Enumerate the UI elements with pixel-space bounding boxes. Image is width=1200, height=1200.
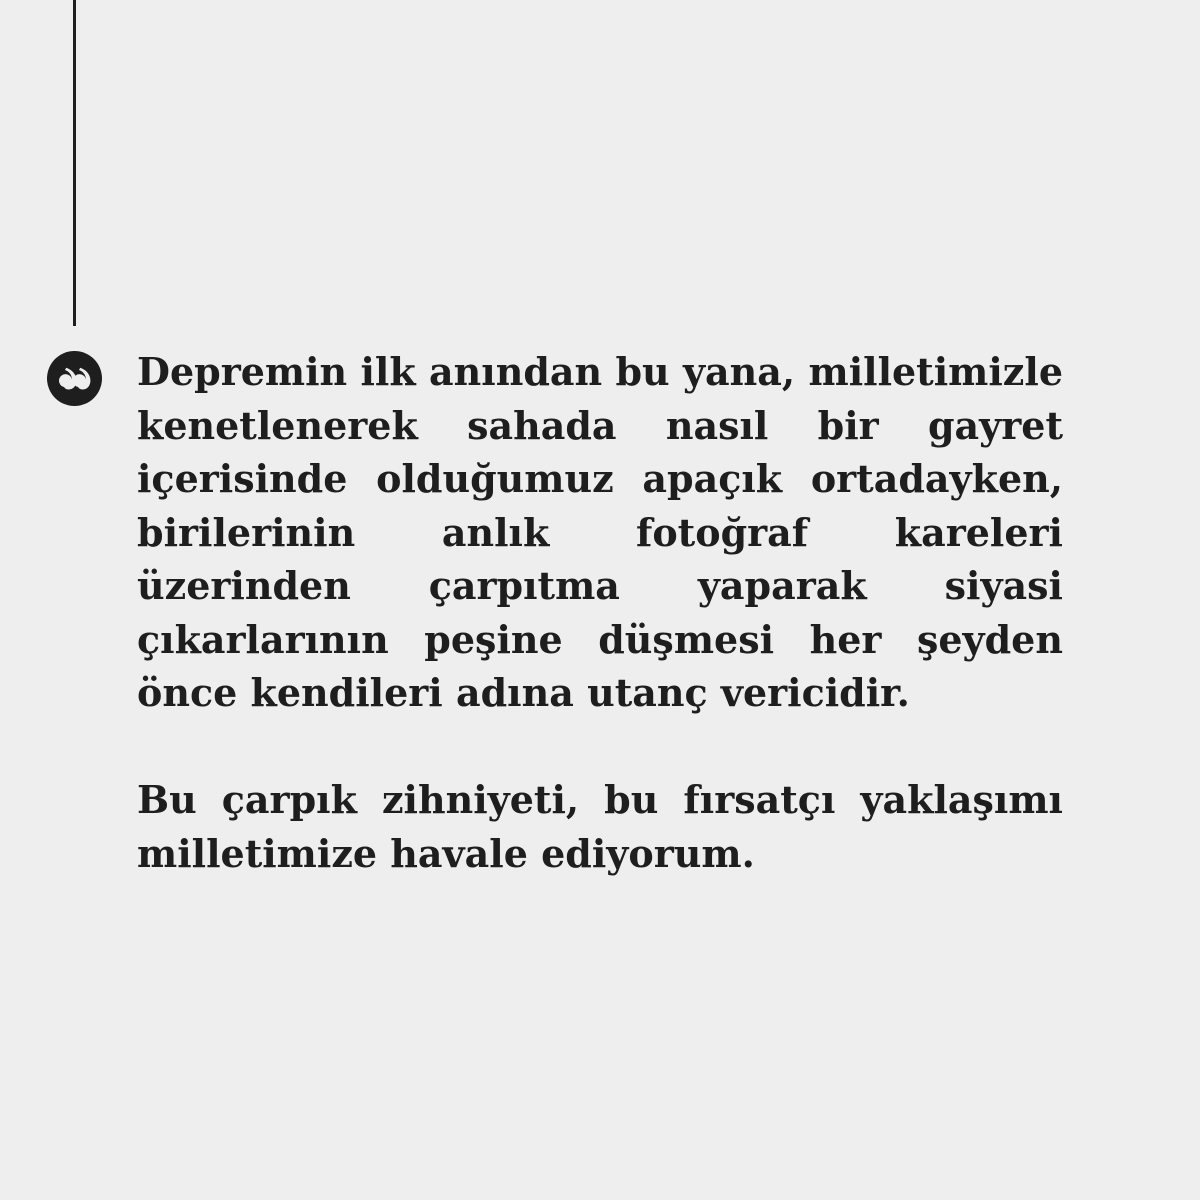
quote-text <box>137 345 1063 880</box>
quote-paragraph-2: Bu çarpık zihniyeti, bu fırsatçı yaklaşımı milletimize havale ediyorum. <box>137 777 1063 876</box>
quote-paragraph-1: Depremin ilk anından bu yana, milletimizle kenetlenerek sahada nasıl bir gayret içerisinde olduğumuz apaçık ortadayken, birilerinin anlık fotoğraf kareleri üzerinden çarpıtma yaparak siyasi çıkarlarının peşine düşmesi her şeyden önce kendileri adına utanç vericidir. <box>137 349 1063 715</box>
quote-mark-glyph <box>47 351 102 406</box>
quote-mark-icon <box>47 351 102 406</box>
vertical-divider <box>73 0 76 326</box>
